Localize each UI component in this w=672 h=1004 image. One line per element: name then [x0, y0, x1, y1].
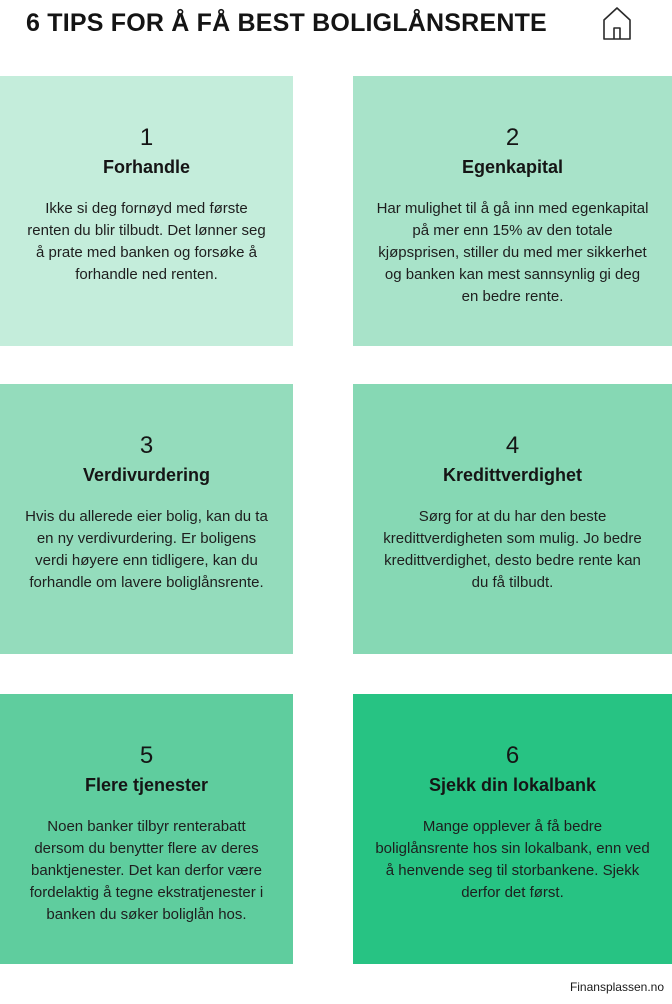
tip-title: Kredittverdighet [442, 465, 583, 485]
tip-card-3 [0, 384, 293, 654]
tip-title: Egenkapital [461, 157, 564, 177]
tip-number: 6 [505, 742, 520, 769]
tip-text: Hvis du allerede eier bolig, kan du ta en ny verdivurdering. Er boligens verdi høyere enn tidligere, kan du forhandle om lavere boliglånsrente. [25, 508, 268, 591]
tip-card-1 [0, 76, 293, 346]
source-credit: Finansplassen.no [569, 980, 664, 994]
tip-number: 5 [139, 742, 154, 769]
header [0, 0, 672, 52]
tip-text: Noen banker tilbyr renterabatt dersom du benytter flere av deres banktjenester. Det kan derfor være fordelaktig å tegne ekstratjenester i banken du søker boliglån hos. [29, 818, 264, 923]
tip-text: Sørg for at du har den beste kredittverdigheten som mulig. Jo bedre kredittverdighet, desto bedre rente kan du få tilbudt. [383, 508, 642, 591]
tip-card-4 [353, 384, 672, 654]
tip-title: Verdivurdering [82, 465, 211, 485]
tip-card-2 [353, 76, 672, 346]
house-icon [601, 4, 633, 40]
tip-number: 4 [505, 432, 520, 459]
tip-text: Ikke si deg fornøyd med første renten du blir tilbudt. Det lønner seg å prate med banken og forsøke å forhandle ned renten. [27, 200, 266, 283]
tip-number: 3 [139, 432, 154, 459]
tip-title: Flere tjenester [84, 775, 209, 795]
tip-number: 1 [139, 124, 154, 151]
tip-title: Sjekk din lokalbank [428, 775, 597, 795]
page-title: 6 TIPS FOR Å FÅ BEST BOLIGLÅNSRENTE [26, 9, 547, 37]
tip-text: Har mulighet til å gå inn med egenkapital på mer enn 15% av den totale kjøpsprisen, stiller du med mer sikkerhet og banken kan mest sannsynlig gi deg en bedre rente. [376, 200, 649, 305]
tip-text: Mange opplever å få bedre boliglånsrente hos sin lokalbank, enn ved å henvende seg til storbankene. Sjekk derfor det først. [375, 818, 650, 901]
tip-title: Forhandle [102, 157, 190, 177]
tip-number: 2 [505, 124, 520, 151]
tip-card-5 [0, 694, 293, 964]
tip-card-6 [353, 694, 672, 964]
